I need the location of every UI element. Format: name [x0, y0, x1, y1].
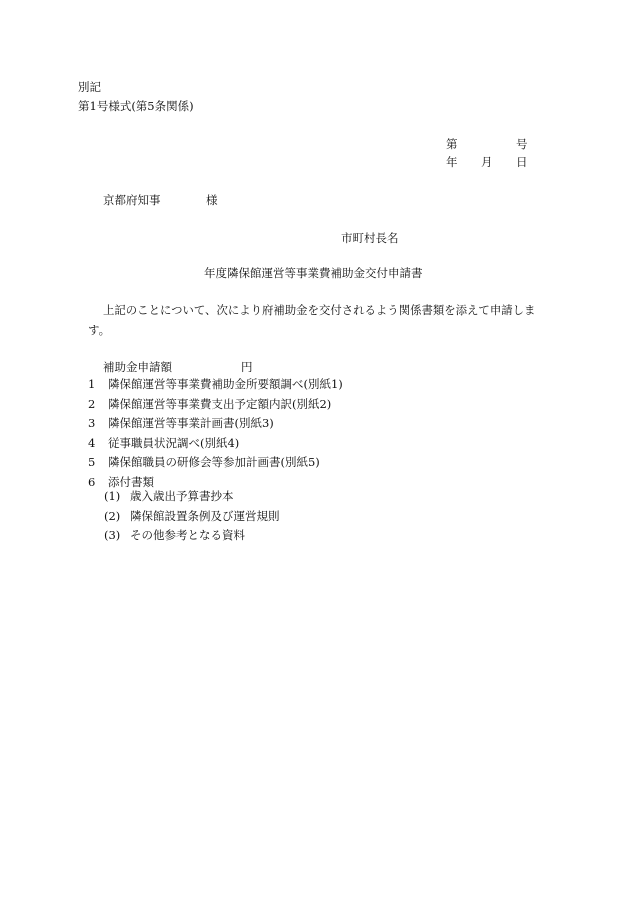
- item-text: 隣保館職員の研修会等参加計画書(別紙5): [108, 455, 320, 469]
- annex-label: 別記: [78, 80, 101, 94]
- item-text: 隣保館運営等事業費補助金所要額調べ(別紙1): [108, 377, 343, 391]
- attachment-text: 隣保館設置条例及び運営規則: [130, 508, 280, 523]
- date-month: 月: [481, 155, 493, 169]
- amount-unit: 円: [241, 360, 253, 374]
- addressee-honorific: 様: [206, 193, 218, 207]
- document-title: 年度隣保館運営等事業費補助金交付申請書: [204, 266, 423, 280]
- item-text: 隣保館運営等事業費支出予定額内訳(別紙2): [108, 396, 332, 411]
- attachment-text: 歳入歳出予算書抄本: [130, 489, 234, 503]
- body-text-line2: す。: [88, 323, 111, 337]
- attachment-number: (2): [104, 508, 121, 523]
- item-number: 2: [88, 396, 96, 411]
- doc-number-go: 号: [516, 137, 528, 151]
- sender-name: 市町村長名: [341, 231, 399, 245]
- addressee-name: 京都府知事: [103, 193, 161, 207]
- attachment-text: その他参考となる資料: [130, 528, 245, 542]
- item-number: 4: [88, 435, 96, 450]
- form-number: 第1号様式(第5条関係): [78, 99, 194, 113]
- item-number: 1: [88, 377, 96, 391]
- item-text: 添付書類: [108, 474, 154, 489]
- body-text-line1: 上記のことについて、次により府補助金を交付されるよう関係書類を添えて申請しま: [103, 303, 536, 317]
- item-number: 6: [88, 474, 96, 489]
- doc-number-dai: 第: [446, 137, 458, 151]
- item-text: 隣保館運営等事業計画書(別紙3): [108, 416, 274, 430]
- attachment-number: (1): [104, 489, 121, 503]
- item-text: 従事職員状況調べ(別紙4): [108, 435, 240, 450]
- date-year: 年: [446, 155, 458, 169]
- amount-label: 補助金申請額: [103, 360, 172, 374]
- item-number: 3: [88, 416, 96, 430]
- attachment-number: (3): [104, 528, 121, 542]
- date-day: 日: [516, 155, 528, 169]
- item-number: 5: [88, 455, 96, 469]
